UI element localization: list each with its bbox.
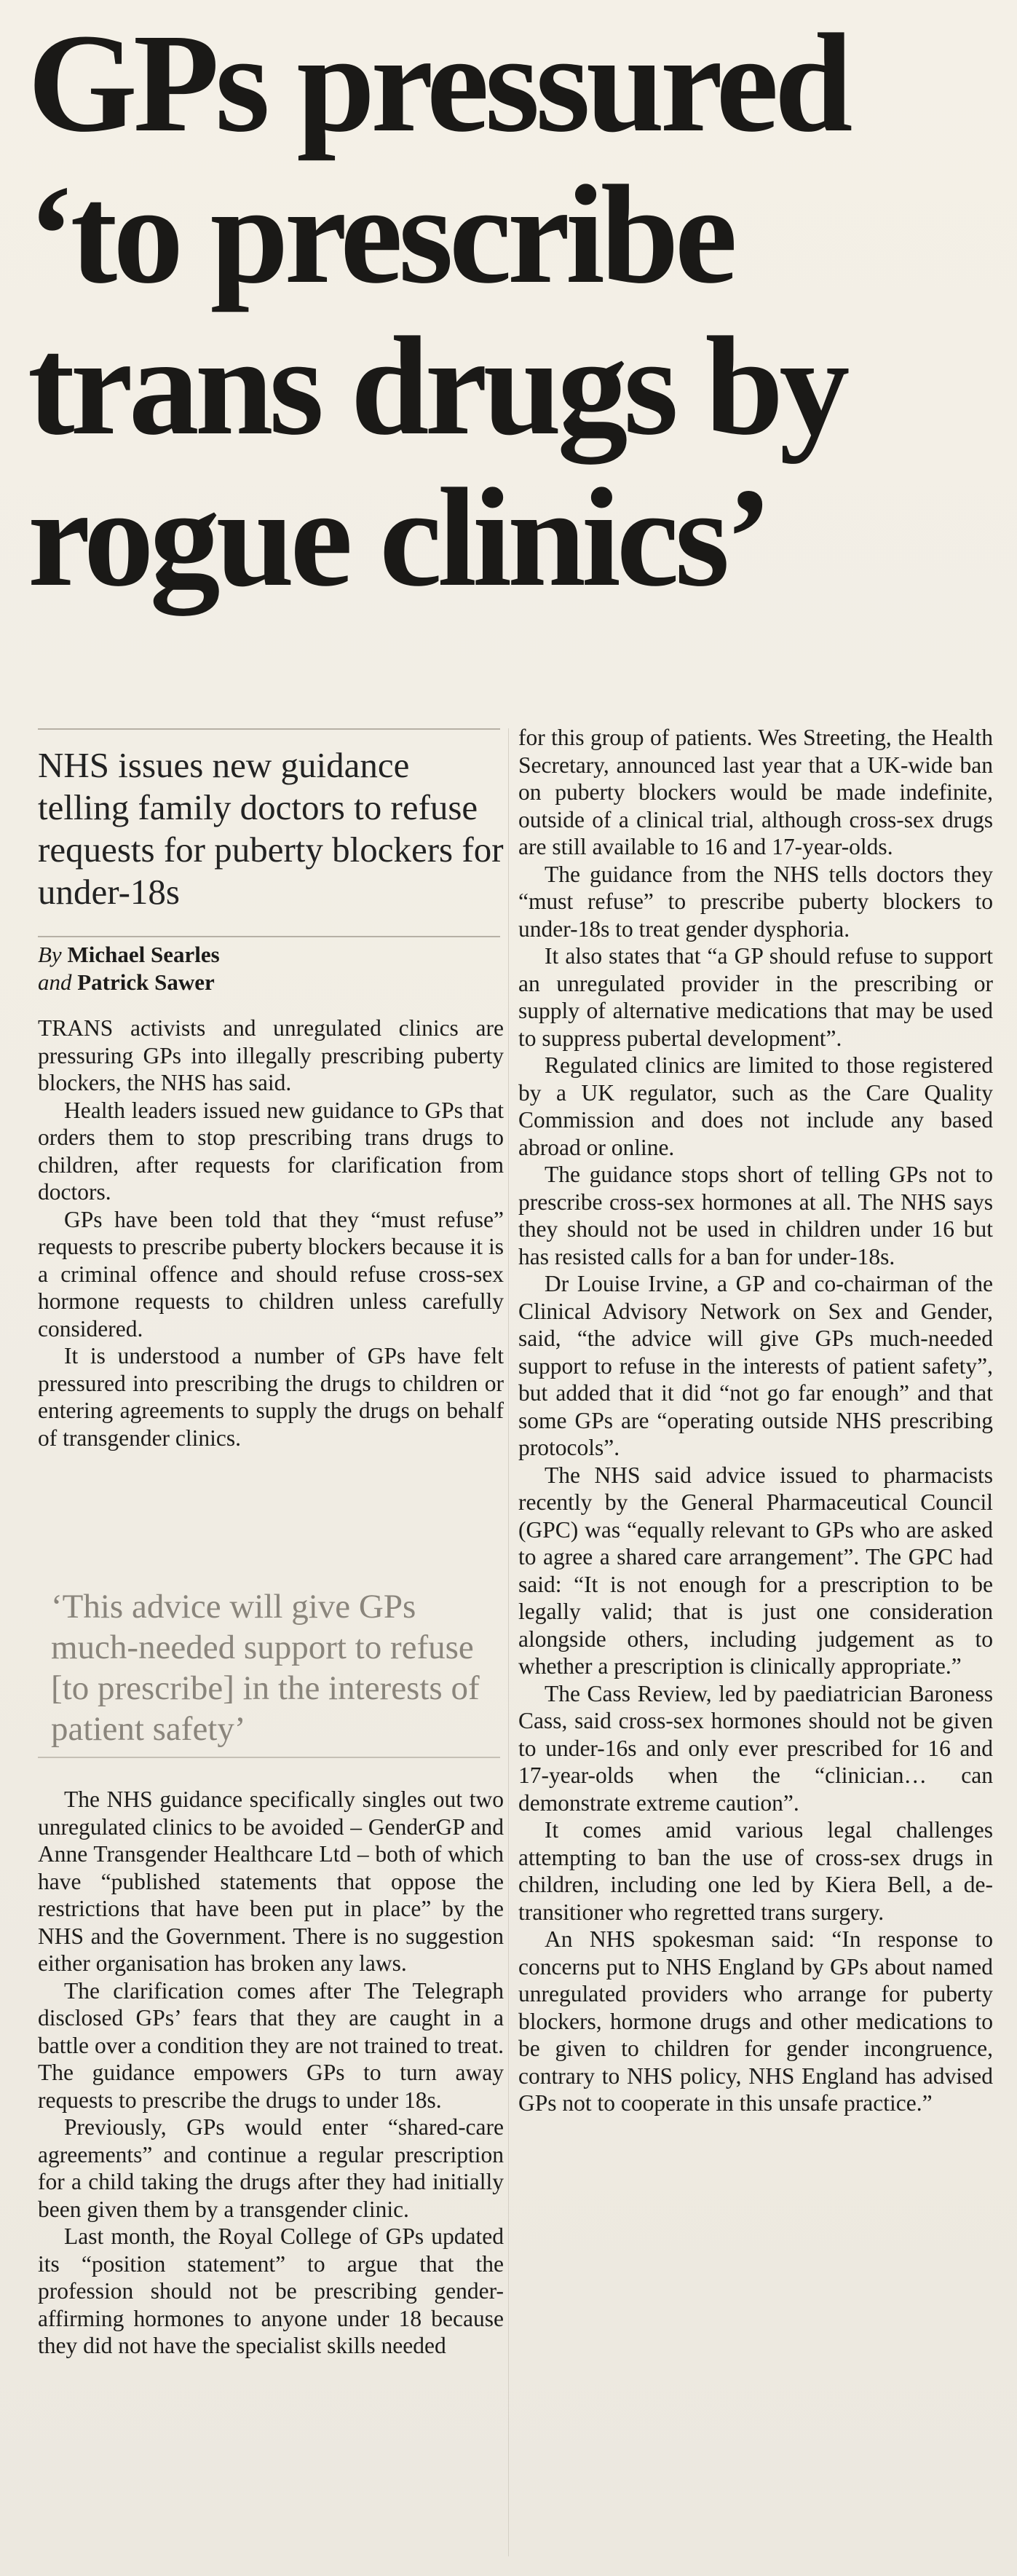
standfirst-bottom-rule <box>38 936 500 937</box>
paragraph: Last month, the Royal College of GPs updated its “position statement” to argue that the profession should not be prescribing gender-affirming hormones to anyone under 18 because they did not have the specialist skills needed <box>38 2224 504 2358</box>
byline-and: and <box>38 969 72 995</box>
paragraph: The NHS said advice issued to pharmacists recently by the General Pharmaceutical Council (GPC) was “equally relevant to GPs who are asked to agree a shared care arrangement”. The GPC had said: “It is not enough for a prescription to be legally valid; that is just one consideration alongside others, including judgement as to whether a prescription is clinically appropriate.” <box>518 1462 993 1679</box>
pull-quote-rule <box>38 1757 500 1758</box>
headline-line: trans drugs by <box>28 307 846 464</box>
paragraph: GPs have been told that they “must refuse” requests to prescribe puberty blockers because it is a criminal offence and should refuse cross-sex hormone requests to children unless carefully considered. <box>38 1206 504 1342</box>
standfirst-top-rule <box>38 728 500 730</box>
paragraph: It also states that “a GP should refuse to support an unregulated provider in the prescribing or supply of alternative medications that may be used to suppress pubertal development”. <box>518 943 993 1051</box>
article-column-1-bottom <box>38 1786 504 2360</box>
paragraph: Previously, GPs would enter “shared-care agreements” and continue a regular prescription for a child taking the drugs after they had initially been given them by a transgender clinic. <box>38 2114 504 2222</box>
paragraph: The guidance from the NHS tells doctors they “must refuse” to prescribe puberty blockers to under-18s to treat gender dysphoria. <box>518 861 993 942</box>
byline-author-2: Patrick Sawer <box>77 969 215 995</box>
byline-by: By <box>38 942 62 967</box>
article-column-1-top <box>38 1015 504 1452</box>
paragraph: The NHS guidance specifically singles out two unregulated clinics to be avoided – GenderGP and Anne Transgender Healthcare Ltd – both of which have “published statements that oppose the restrictions that have been put in place” by the NHS and the Government. There is no suggestion either organisation has broken any laws. <box>38 1787 504 1976</box>
byline-line-1 <box>38 941 504 969</box>
byline <box>38 941 504 996</box>
column-divider <box>508 728 509 2556</box>
paragraph: Regulated clinics are limited to those registered by a UK regulator, such as the Care Quality Commission and does not include any based abroad or online. <box>518 1052 993 1160</box>
byline-line-2 <box>38 969 504 996</box>
headline <box>28 4 996 615</box>
paragraph: The Cass Review, led by paediatrician Baroness Cass, said cross-sex hormones should not be given to under-16s and only ever prescribed for 16 and 17-year-olds when the “clinician… can demonstrate extreme caution”. <box>518 1680 993 1816</box>
headline-line: rogue clinics’ <box>28 459 769 615</box>
paragraph: The guidance stops short of telling GPs not to prescribe cross-sex hormones at all. The NHS says they should not be used in children under 16 but has resisted calls for a ban for under-18s. <box>518 1162 993 1269</box>
headline-line: GPs pressured <box>28 4 849 161</box>
article-column-2 <box>518 724 993 2117</box>
paragraph: An NHS spokesman said: “In response to concerns put to NHS England by GPs about named unregulated providers who arrange for puberty blockers, hormone drugs and other medications to be given to children for gender incongruence, contrary to NHS policy, NHS England has advised GPs not to cooperate in this unsafe practice.” <box>518 1926 993 2116</box>
pull-quote: ‘This advice will give GPs much-needed support to refuse [to prescribe] in the interests of patient safety’ <box>51 1588 480 1748</box>
paragraph: Health leaders issued new guidance to GPs that orders them to stop prescribing trans drugs to children, after requests for clarification from doctors. <box>38 1097 504 1205</box>
paragraph: The clarification comes after The Telegraph disclosed GPs’ fears that they are caught in a battle over a condition they are not trained to treat. The guidance empowers GPs to turn away requests to prescribe the drugs to under 18s. <box>38 1977 504 2113</box>
standfirst: NHS issues new guidance telling family doctors to refuse requests for puberty blockers for under-18s <box>38 745 504 912</box>
byline-author-1: Michael Searles <box>67 942 220 967</box>
paragraph: It is understood a number of GPs have felt pressured into prescribing the drugs to children or entering agreements to supply the drugs on behalf of transgender clinics. <box>38 1343 504 1451</box>
paragraph: for this group of patients. Wes Streeting, the Health Secretary, announced last year that a UK-wide ban on puberty blockers would be made indefinite, outside of a clinical trial, although cross-sex drugs are still available to 16 and 17-year-olds. <box>518 725 993 859</box>
paragraph: Dr Louise Irvine, a GP and co-chairman of the Clinical Advisory Network on Sex and Gender, said, “the advice will give GPs much-needed support to refuse in the interests of patient safety”, but added that it did “not go far enough” and that some GPs are “operating outside NHS prescribing protocols”. <box>518 1271 993 1460</box>
headline-line: ‘to prescribe <box>28 156 733 312</box>
paragraph: It comes amid various legal challenges attempting to ban the use of cross-sex drugs in children, including one led by Kiera Bell, a de-transitioner who regretted trans surgery. <box>518 1817 993 1925</box>
paragraph: TRANS activists and unregulated clinics are pressuring GPs into illegally prescribing puberty blockers, the NHS has said. <box>38 1015 504 1095</box>
